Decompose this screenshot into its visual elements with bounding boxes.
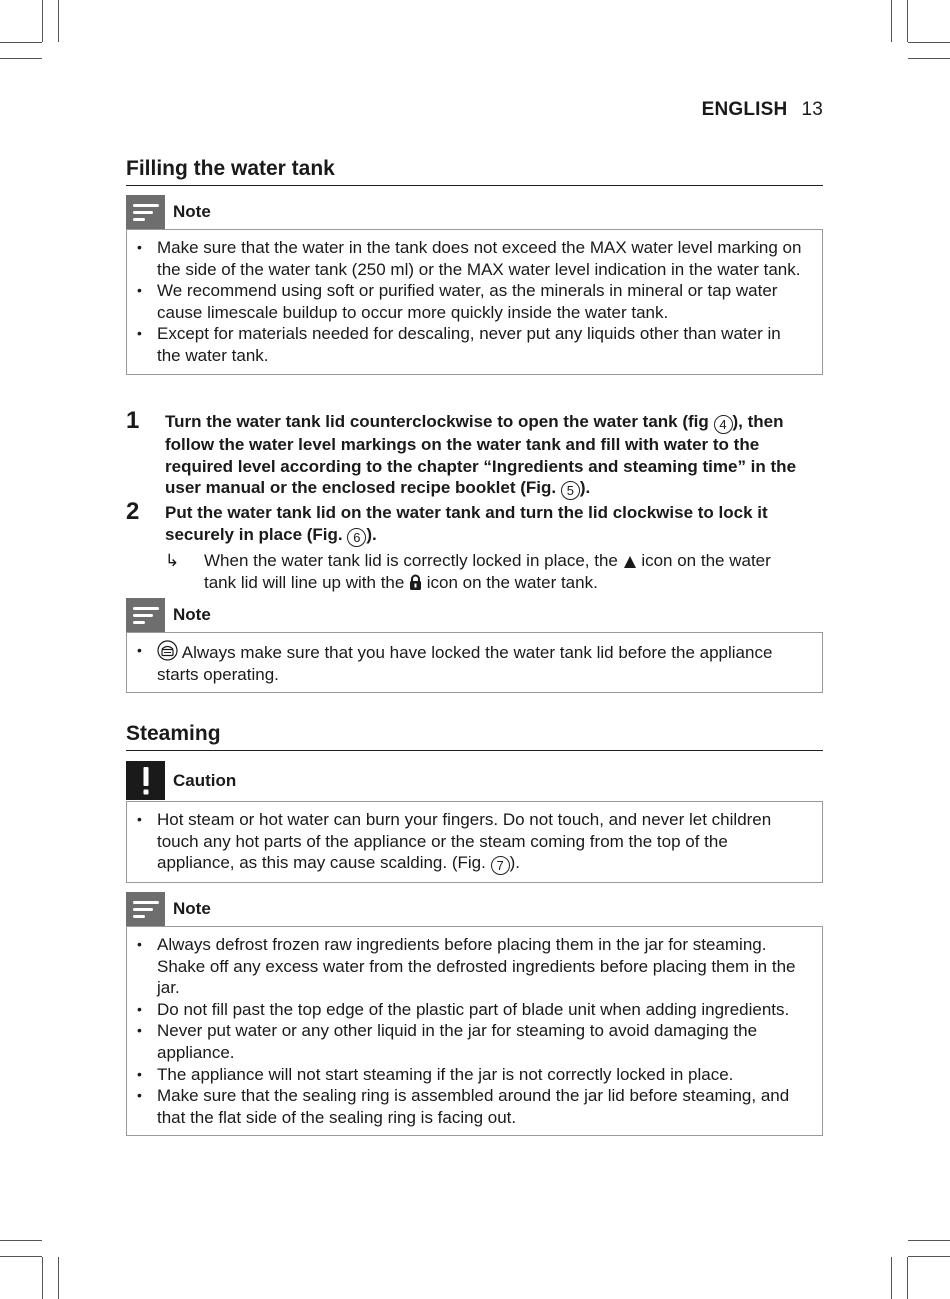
language-label: ENGLISH xyxy=(701,99,788,120)
step-2 xyxy=(126,498,823,547)
crop-mark xyxy=(891,1257,892,1299)
crop-mark xyxy=(907,1257,908,1299)
section-title-steaming: Steaming xyxy=(126,722,823,751)
list-item: • Make sure that the water in the tank does not exceed the MAX water level marking on the side of the water tank (250 ml) or the MAX water level indication in the water tank. xyxy=(137,238,802,279)
step-text: Put the water tank lid on the water tank and turn the lid clockwise to lock it securely in place (Fig. 6 ). xyxy=(165,503,768,545)
caution-box xyxy=(126,801,823,883)
list-item: • Never put water or any other liquid in the jar for steaming to avoid damaging the appliance. xyxy=(137,1021,758,1062)
step-number: 1 xyxy=(126,407,140,434)
note-heading xyxy=(126,892,211,926)
list-item: • Make sure that the sealing ring is assembled around the jar lid before steaming, and that the flat side of the sealing ring is facing out. xyxy=(137,1086,790,1127)
figure-ref: 5 xyxy=(561,481,580,500)
figure-ref: 4 xyxy=(714,415,733,434)
list-item: • Always defrost frozen raw ingredients before placing them in the jar for steaming. Shake off any excess water from the defrosted ingredients before placing them in the jar. xyxy=(137,935,796,998)
crop-mark xyxy=(0,58,42,59)
crop-mark xyxy=(907,0,908,42)
crop-mark xyxy=(908,1256,950,1257)
figure-ref: 7 xyxy=(491,856,510,875)
note-box xyxy=(126,926,823,1136)
page-number: 13 xyxy=(801,99,823,120)
note-box xyxy=(126,632,823,693)
figure-ref: 6 xyxy=(347,528,366,547)
crop-mark xyxy=(0,1240,42,1241)
caution-icon xyxy=(126,761,165,800)
crop-mark xyxy=(42,1257,43,1299)
crop-mark xyxy=(58,1257,59,1299)
crop-mark xyxy=(0,42,42,43)
caution-heading xyxy=(126,761,236,800)
list-item: • Do not fill past the top edge of the plastic part of blade unit when adding ingredients. xyxy=(137,999,790,1019)
list-item: • The appliance will not start steaming if the jar is not correctly locked in place. xyxy=(137,1064,734,1084)
crop-mark xyxy=(891,0,892,42)
crop-mark xyxy=(908,58,950,59)
note-label: Note xyxy=(173,605,211,624)
note-icon xyxy=(126,598,165,632)
note-label: Note xyxy=(173,899,211,918)
crop-mark xyxy=(42,0,43,42)
note-icon xyxy=(126,195,165,229)
triangle-up-icon xyxy=(623,555,637,569)
note-icon xyxy=(126,892,165,926)
result-arrow-icon: ↳ xyxy=(165,551,180,570)
list-item: • We recommend using soft or purified water, as the minerals in mineral or tap water cause limescale buildup to occur more quickly inside the water tank. xyxy=(137,281,778,322)
locked-lid-icon xyxy=(157,640,178,661)
step-result: ↳ When the water tank lid is correctly locked in place, the icon on the water tank lid will line up with the icon on the water tank. xyxy=(165,551,771,592)
page-header xyxy=(702,99,823,121)
lock-icon xyxy=(409,574,422,591)
note-heading xyxy=(126,195,211,229)
crop-mark xyxy=(908,1240,950,1241)
crop-mark xyxy=(908,42,950,43)
crop-mark xyxy=(58,0,59,42)
list-item: • Always make sure that you have locked the water tank lid before the appliance starts operating. xyxy=(137,642,773,684)
step-text: Turn the water tank lid counterclockwise to open the water tank (fig 4 ), then follow the water level markings on the water tank and fill with water to the required level according to the chapter “Ingredients and steaming time” in the user manual or the enclosed recipe booklet (Fig. 5 ). xyxy=(165,412,797,499)
section-title-filling: Filling the water tank xyxy=(126,157,823,186)
note-box xyxy=(126,229,823,375)
list-item: • Except for materials needed for descaling, never put any liquids other than water in the water tank. xyxy=(137,324,781,365)
step-number: 2 xyxy=(126,498,140,525)
crop-mark xyxy=(0,1256,42,1257)
note-label: Note xyxy=(173,202,211,221)
list-item: • Hot steam or hot water can burn your fingers. Do not touch, and never let children touch any hot parts of the appliance or the steam coming from the top of the appliance, as this may cause scalding. (Fig. 7 ). xyxy=(137,810,772,874)
step-1 xyxy=(126,407,823,500)
note-heading xyxy=(126,598,211,632)
caution-label: Caution xyxy=(173,770,237,790)
